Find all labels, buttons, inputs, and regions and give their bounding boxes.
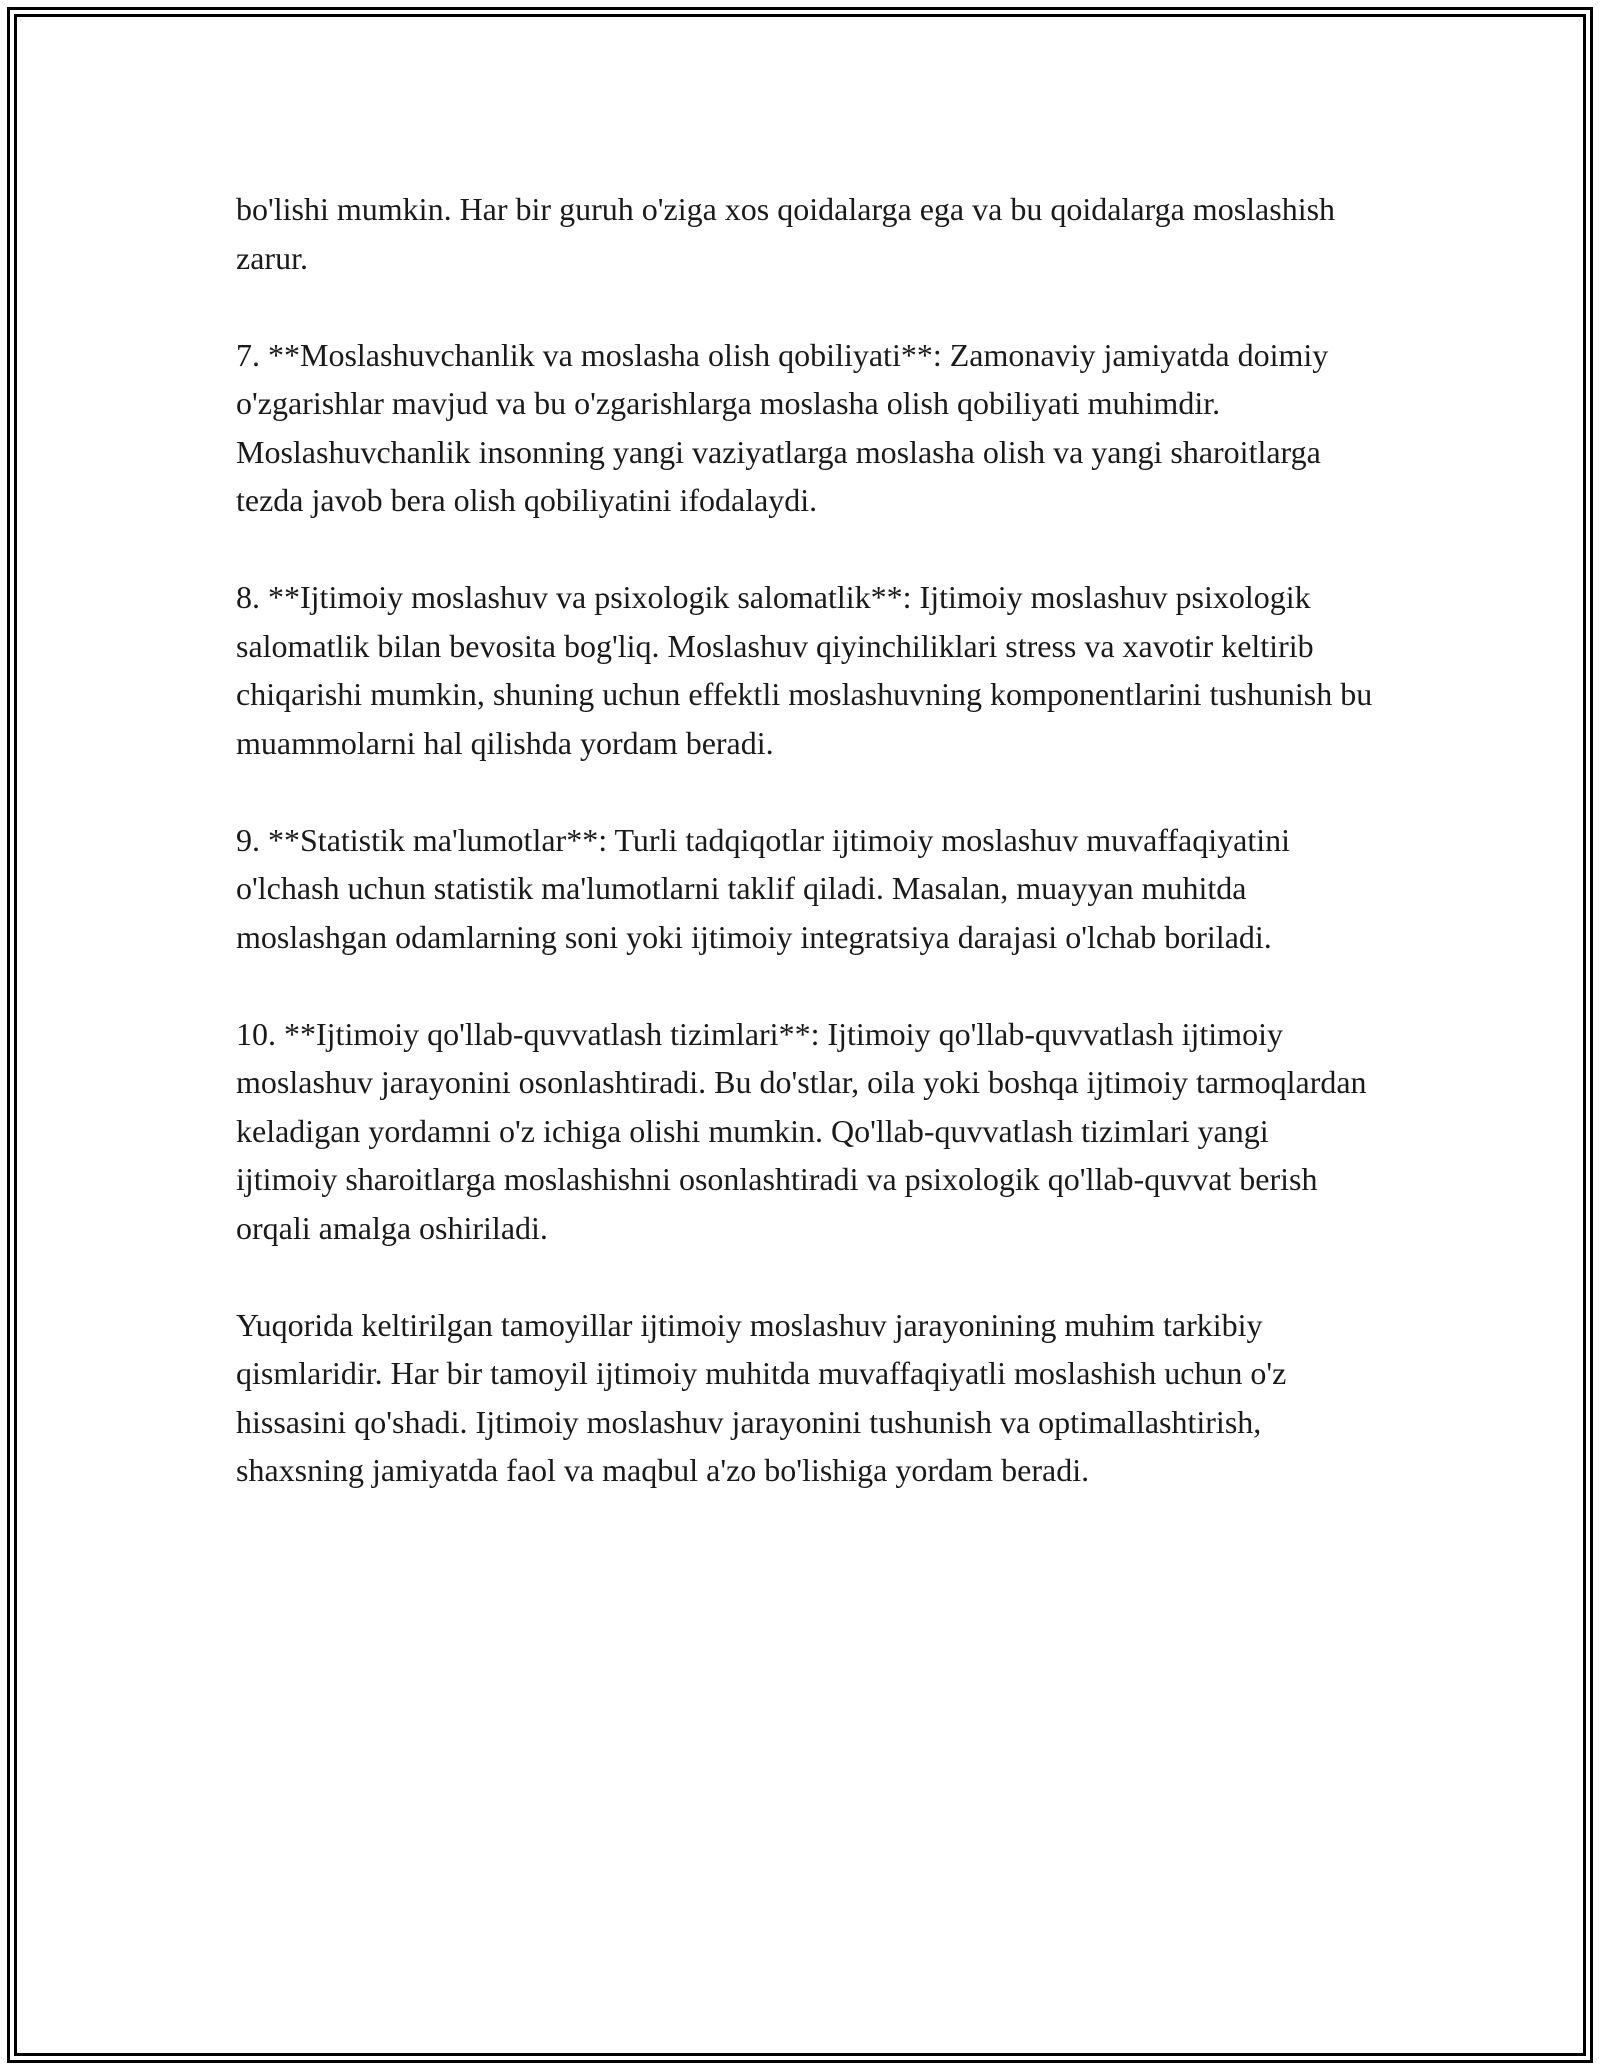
paragraph-item-10: 10. **Ijtimoiy qo'llab-quvvatlash tizimlari**: Ijtimoiy qo'llab-quvvatlash ijtimoiy moslashuv jarayonini osonlashtiradi. Bu do'stlar, oila yoki boshqa ijtimoiy tarmoqlardan keladigan yordamni o'z ichiga olishi mumkin. Qo'llab-quvvatlash tizimlari yangi ijtimoiy sharoitlarga moslashishni osonlashtiradi va psixologik qo'llab-quvvat berish orqali amalga oshiriladi. bbox=[236, 1015, 1367, 1246]
paragraph-item-8: 8. **Ijtimoiy moslashuv va psixologik salomatlik**: Ijtimoiy moslashuv psixologik salomatlik bilan bevosita bog'liq. Moslashuv qiyinchiliklari stress va xavotir keltirib chiqarishi mumkin, shuning uchun effektli moslashuvning komponentlarini tushunish bu muammolarni hal qilishda yordam beradi. bbox=[236, 579, 1373, 761]
document-body bbox=[236, 185, 1376, 1495]
paragraph-item-7: 7. **Moslashuvchanlik va moslasha olish qobiliyati**: Zamonaviy jamiyatda doimiy o'zgarishlar mavjud va bu o'zgarishlarga moslasha olish qobiliyati muhimdir. Moslashuvchanlik insonning yangi vaziyatlarga moslasha olish va yangi sharoitlarga tezda javob bera olish qobiliyatini ifodalaydi. bbox=[236, 336, 1329, 518]
paragraph-item-9: 9. **Statistik ma'lumotlar**: Turli tadqiqotlar ijtimoiy moslashuv muvaffaqiyatini o'lchash uchun statistik ma'lumotlarni taklif qiladi. Masalan, muayyan muhitda moslashgan odamlarning soni yoki ijtimoiy integratsiya darajasi o'lchab boriladi. bbox=[236, 821, 1291, 955]
paragraph-continuation: bo'lishi mumkin. Har bir guruh o'ziga xos qoidalarga ega va bu qoidalarga moslashish zarur. bbox=[236, 191, 1336, 276]
paragraph-conclusion: Yuqorida keltirilgan tamoyillar ijtimoiy moslashuv jarayonining muhim tarkibiy qismlaridir. Har bir tamoyil ijtimoiy muhitda muvaffaqiyatli moslashish uchun o'z hissasini qo'shadi. Ijtimoiy moslashuv jarayonini tushunish va optimallashtirish, shaxsning jamiyatda faol va maqbul a'zo bo'lishiga yordam beradi. bbox=[236, 1306, 1287, 1488]
